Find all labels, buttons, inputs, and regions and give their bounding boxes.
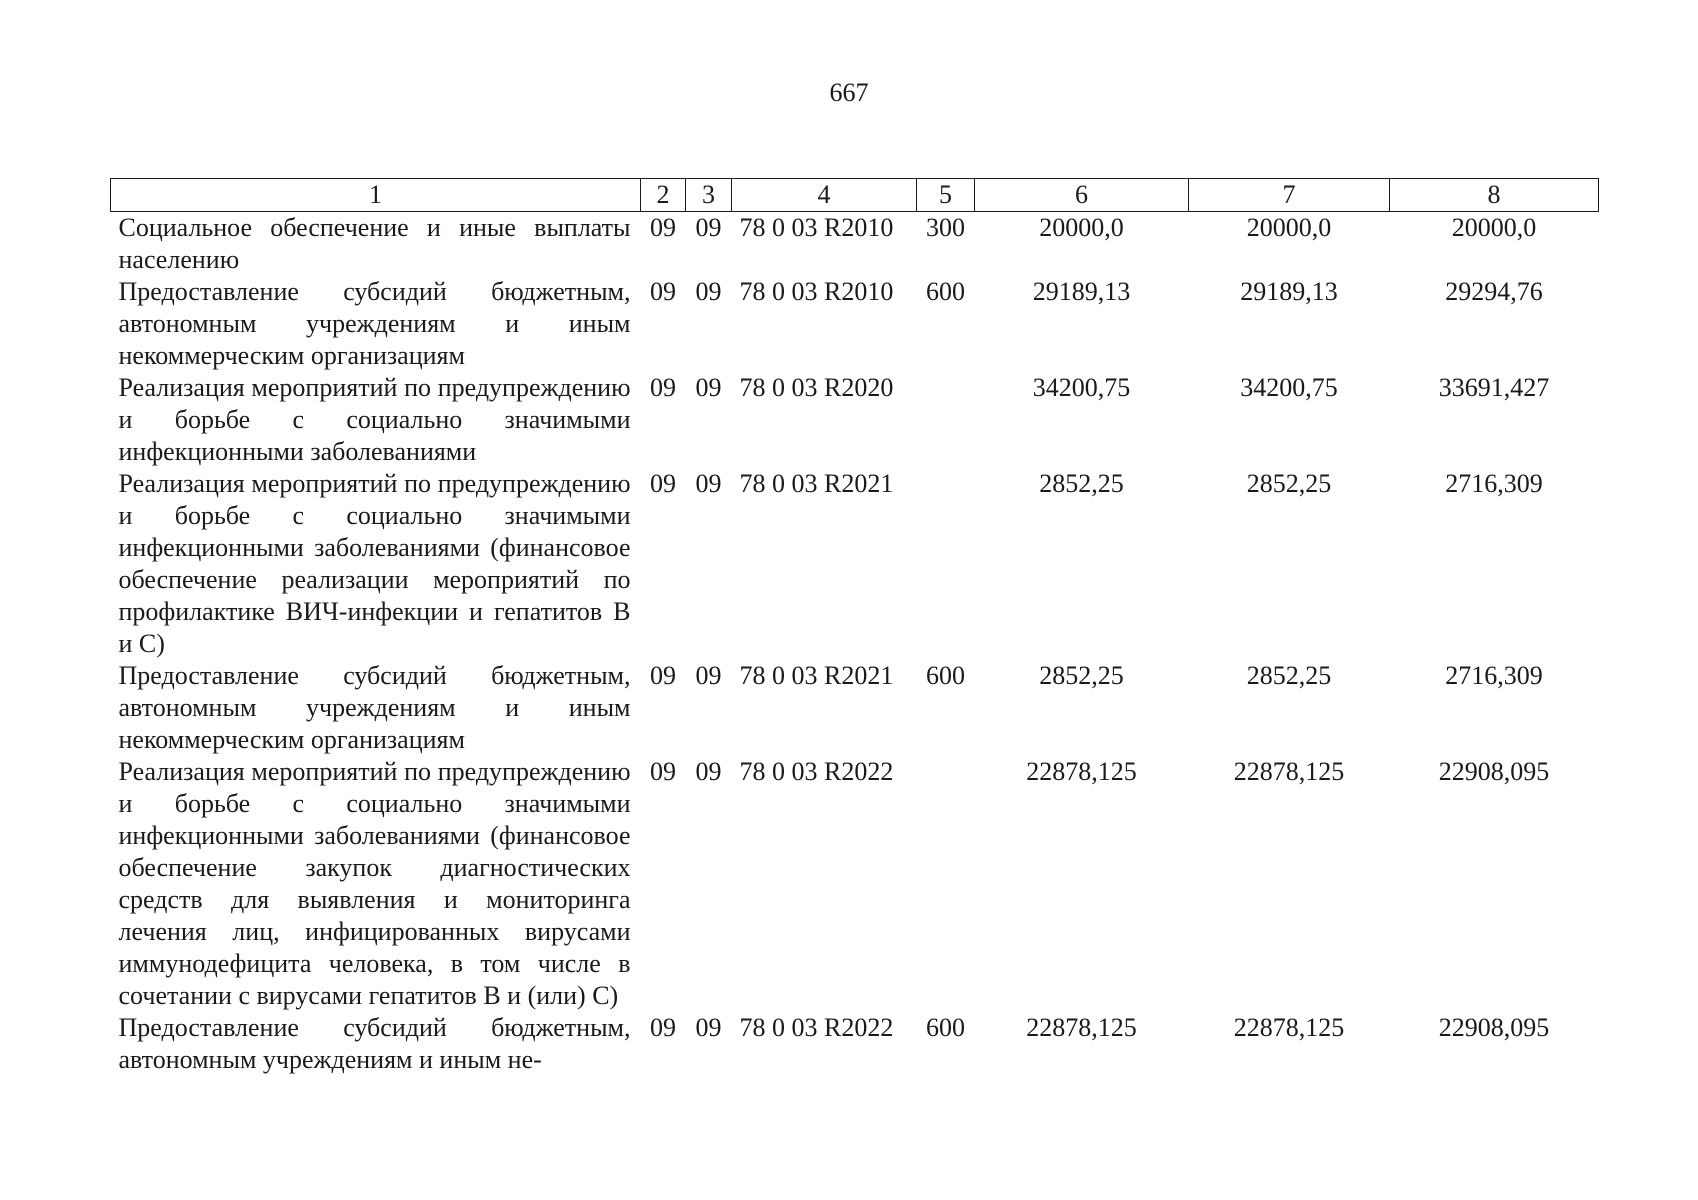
amount-col-8: 22908,095 [1438, 757, 1550, 786]
item-name: Реализация мероприятий по предупреждению и борьбе с социально значимыми инфекционными заболеваниями (финансовое обеспечение закупок диагностических средств для выявления и мониторинга лечения лиц, инфицированных вирусами иммунодефицита человека, в том числе в сочетании с вирусами гепатитов B и (или) C) [118, 757, 631, 1010]
subsection-code: 09 [695, 469, 722, 498]
item-name: Реализация мероприятий по предупреждению и борьбе с социально значимыми инфекционными заболеваниями (финансовое обеспечение реализации мероприятий по профилактике ВИЧ-инфекции и гепатитов B и C) [118, 469, 631, 658]
subsection-code: 09 [695, 757, 722, 786]
section-code: 09 [650, 1013, 676, 1042]
header-cell: 7 [1189, 179, 1390, 212]
section-code: 09 [650, 373, 676, 402]
amount-col-6: 2852,25 [1039, 661, 1124, 690]
amount-col-8: 2716,309 [1445, 661, 1543, 690]
target-article-code: 78 0 03 R2021 [739, 469, 894, 498]
item-name: Социальное обеспечение и иные выплаты населению [118, 213, 631, 274]
table-row [111, 276, 1599, 372]
header-cell: 2 [641, 179, 686, 212]
header-cell: 6 [975, 179, 1189, 212]
target-article-code: 78 0 03 R2021 [739, 661, 894, 690]
subsection-code: 09 [695, 277, 722, 306]
expense-type-code [917, 372, 975, 468]
amount-col-7: 22878,125 [1233, 1013, 1345, 1042]
target-article-code: 78 0 03 R2010 [739, 213, 894, 242]
expense-type-code: 300 [926, 213, 965, 242]
target-article-code: 78 0 03 R2020 [739, 373, 894, 402]
item-name: Реализация мероприятий по предупреждению и борьбе с социально значимыми инфекционными заболеваниями [118, 373, 631, 466]
table-row [111, 468, 1599, 660]
page-number: 667 [829, 78, 869, 107]
table-row [111, 1012, 1599, 1076]
subsection-code: 09 [695, 661, 722, 690]
subsection-code: 09 [695, 213, 722, 242]
subsection-code: 09 [695, 1013, 722, 1042]
header-cell: 1 [111, 179, 641, 212]
section-code: 09 [650, 213, 676, 242]
amount-col-8: 2716,309 [1445, 469, 1543, 498]
expense-type-code: 600 [926, 277, 965, 306]
amount-col-7: 22878,125 [1233, 757, 1345, 786]
header-cell: 3 [686, 179, 732, 212]
table-row [111, 372, 1599, 468]
amount-col-6: 34200,75 [1032, 373, 1131, 402]
expense-type-code [917, 468, 975, 660]
target-article-code: 78 0 03 R2022 [739, 1013, 894, 1042]
amount-col-6: 22878,125 [1026, 1013, 1137, 1042]
item-name: Предоставление субсидий бюджетным, автономным учреждениям и иным некоммерческим организациям [118, 277, 631, 370]
target-article-code: 78 0 03 R2010 [739, 277, 894, 306]
amount-col-7: 2852,25 [1246, 469, 1332, 498]
expense-type-code: 600 [926, 661, 965, 690]
target-article-code: 78 0 03 R2022 [739, 757, 894, 786]
amount-col-6: 20000,0 [1039, 213, 1124, 242]
table-row [111, 756, 1599, 1012]
amount-col-8: 20000,0 [1451, 213, 1537, 242]
amount-col-7: 34200,75 [1240, 373, 1338, 402]
amount-col-7: 20000,0 [1246, 213, 1332, 242]
section-code: 09 [650, 469, 676, 498]
amount-col-8: 22908,095 [1438, 1013, 1550, 1042]
section-code: 09 [650, 757, 676, 786]
amount-col-8: 33691,427 [1438, 373, 1550, 402]
subsection-code: 09 [695, 373, 722, 402]
expense-type-code [917, 756, 975, 1012]
amount-col-7: 2852,25 [1246, 661, 1332, 690]
header-cell: 5 [917, 179, 975, 212]
amount-col-8: 29294,76 [1445, 277, 1543, 306]
header-cell: 8 [1390, 179, 1599, 212]
item-name: Предоставление субсидий бюджетным, автономным учреждениям и иным не- [118, 1013, 631, 1074]
table-header-row [111, 179, 1599, 212]
item-name: Предоставление субсидий бюджетным, автономным учреждениям и иным некоммерческим организациям [118, 661, 631, 754]
section-code: 09 [650, 277, 676, 306]
budget-table [110, 178, 1599, 1076]
table-row [111, 660, 1599, 756]
amount-col-6: 2852,25 [1039, 469, 1124, 498]
table-row [111, 212, 1599, 277]
amount-col-6: 22878,125 [1026, 757, 1137, 786]
section-code: 09 [650, 661, 676, 690]
expense-type-code: 600 [926, 1013, 965, 1042]
amount-col-6: 29189,13 [1032, 277, 1131, 306]
amount-col-7: 29189,13 [1240, 277, 1338, 306]
header-cell: 4 [732, 179, 917, 212]
